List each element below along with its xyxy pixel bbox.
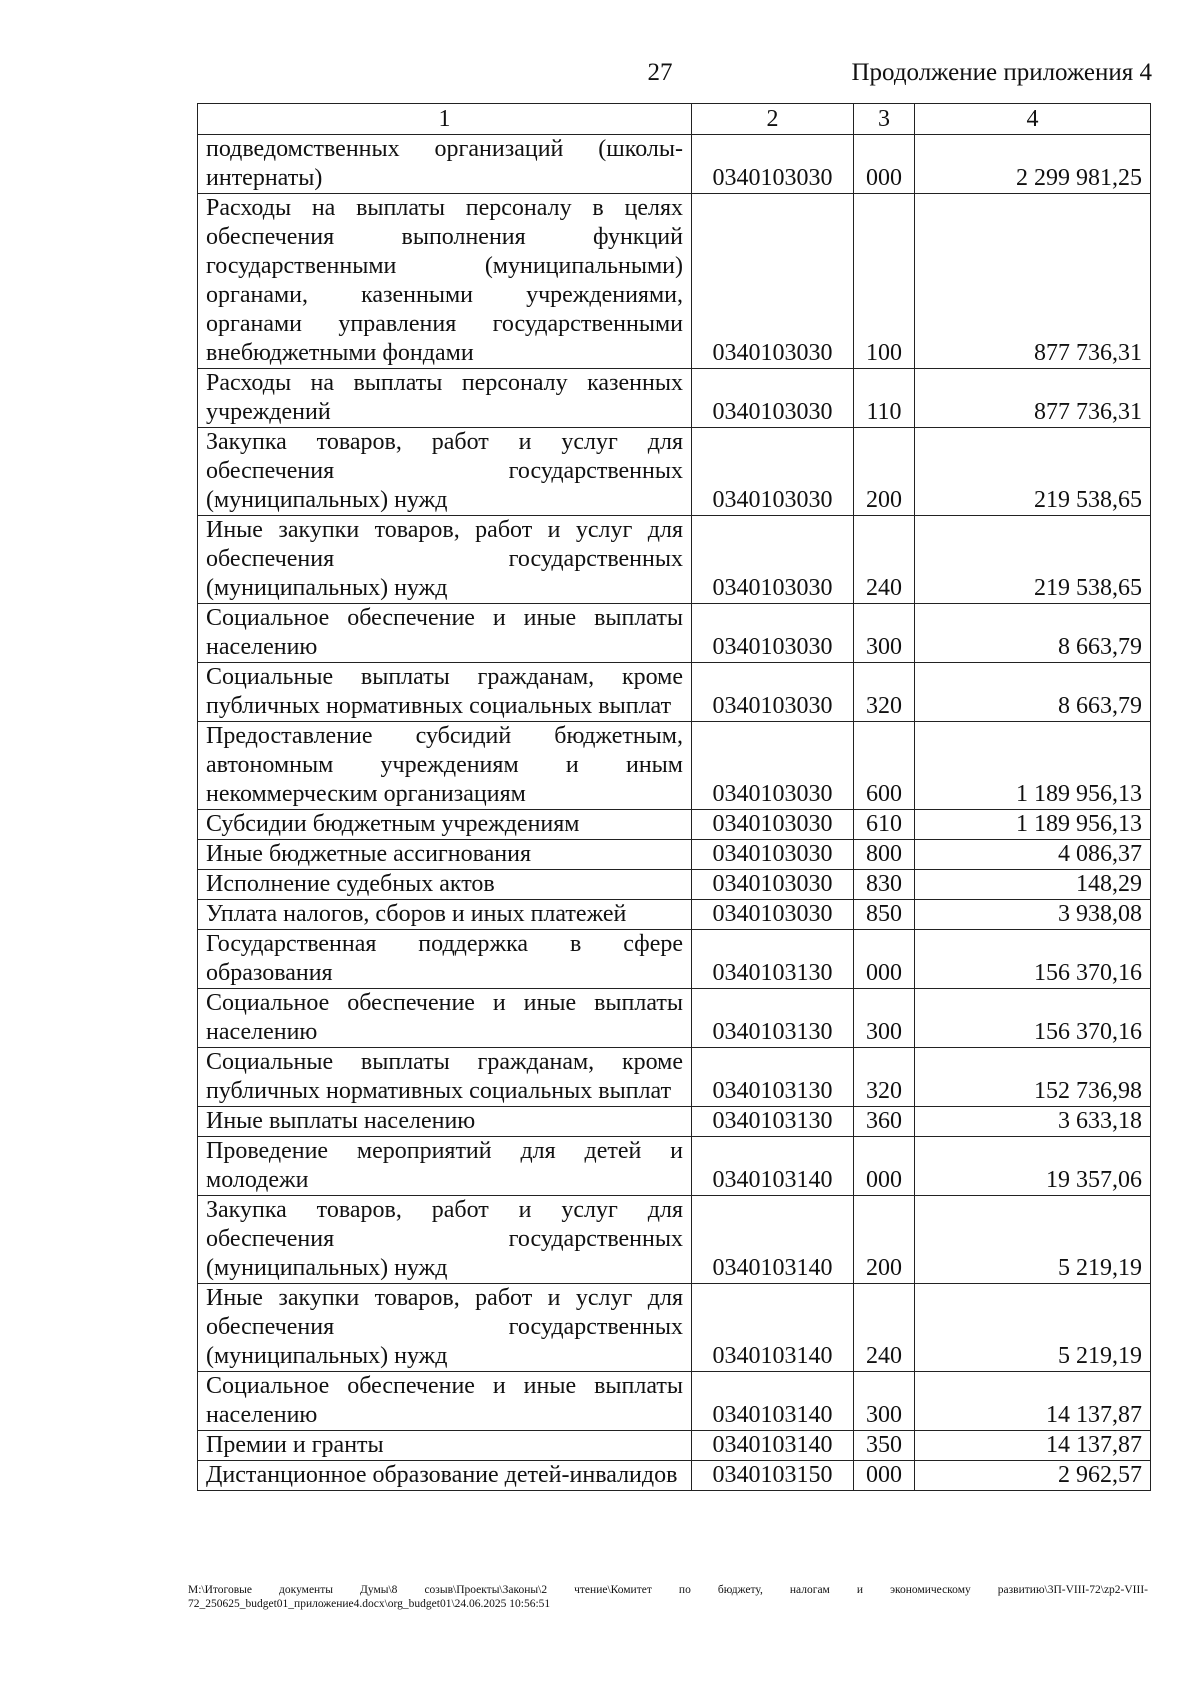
row-expense-type: 300 <box>854 604 915 663</box>
row-description: Социальные выплаты гражданам, кроме публичных нормативных социальных выплат <box>198 663 692 722</box>
row-expense-type: 850 <box>854 900 915 930</box>
row-description: Социальные выплаты гражданам, кроме публичных нормативных социальных выплат <box>198 1048 692 1107</box>
row-amount: 156 370,16 <box>915 989 1151 1048</box>
column-header-4: 4 <box>915 104 1151 135</box>
continuation-label: Продолжение приложения 4 <box>851 59 1152 86</box>
row-expense-type: 610 <box>854 810 915 840</box>
row-code: 0340103030 <box>692 135 854 194</box>
row-description: Социальное обеспечение и иные выплаты населению <box>198 604 692 663</box>
row-amount: 3 938,08 <box>915 900 1151 930</box>
row-expense-type: 110 <box>854 369 915 428</box>
row-description: подведомственных организаций (школы-интернаты) <box>198 135 692 194</box>
row-code: 0340103030 <box>692 810 854 840</box>
row-amount: 5 219,19 <box>915 1284 1151 1372</box>
row-code: 0340103030 <box>692 428 854 516</box>
row-description: Социальное обеспечение и иные выплаты населению <box>198 989 692 1048</box>
row-code: 0340103140 <box>692 1196 854 1284</box>
table-row <box>198 900 1151 930</box>
row-description: Иные выплаты населению <box>198 1107 692 1137</box>
row-code: 0340103140 <box>692 1137 854 1196</box>
page-number: 27 <box>647 59 673 86</box>
row-description: Уплата налогов, сборов и иных платежей <box>198 900 692 930</box>
row-code: 0340103030 <box>692 840 854 870</box>
row-code: 0340103150 <box>692 1461 854 1491</box>
row-amount: 19 357,06 <box>915 1137 1151 1196</box>
row-code: 0340103140 <box>692 1372 854 1431</box>
row-description: Премии и гранты <box>198 1431 692 1461</box>
row-code: 0340103030 <box>692 604 854 663</box>
row-expense-type: 300 <box>854 1372 915 1431</box>
table-row <box>198 1372 1151 1431</box>
table-row <box>198 1461 1151 1491</box>
table-row <box>198 810 1151 840</box>
table-row <box>198 194 1151 369</box>
row-expense-type: 000 <box>854 135 915 194</box>
row-description: Государственная поддержка в сфере образования <box>198 930 692 989</box>
table-row <box>198 1107 1151 1137</box>
row-expense-type: 320 <box>854 1048 915 1107</box>
row-description: Субсидии бюджетным учреждениям <box>198 810 692 840</box>
table-row <box>198 1284 1151 1372</box>
row-description: Иные закупки товаров, работ и услуг для обеспечения государственных (муниципальных) нужд <box>198 1284 692 1372</box>
row-amount: 4 086,37 <box>915 840 1151 870</box>
table-row <box>198 516 1151 604</box>
row-description: Иные бюджетные ассигнования <box>198 840 692 870</box>
row-amount: 1 189 956,13 <box>915 722 1151 810</box>
row-code: 0340103130 <box>692 1048 854 1107</box>
row-description: Расходы на выплаты персоналу в целях обеспечения выполнения функций государственными (муниципальными) органами, казенными учреждениями, органами управления государственными внебюджетными фондами <box>198 194 692 369</box>
table-header-row <box>198 104 1151 135</box>
table-row <box>198 1137 1151 1196</box>
row-code: 0340103130 <box>692 1107 854 1137</box>
footer-file-path: M:\Итоговые документы Думы\8 созыв\Проекты\Законы\2 чтение\Комитет по бюджету, налогам и экономическому развитию\3П-VIII-72\zp2-VIII-72_250625_budget01_приложение4.docx\org_budget01\24.06.2025 10:56:51 <box>188 1584 1148 1610</box>
table-row <box>198 840 1151 870</box>
row-code: 0340103030 <box>692 900 854 930</box>
row-code: 0340103030 <box>692 194 854 369</box>
row-amount: 2 962,57 <box>915 1461 1151 1491</box>
row-expense-type: 000 <box>854 930 915 989</box>
row-code: 0340103130 <box>692 989 854 1048</box>
row-expense-type: 830 <box>854 870 915 900</box>
row-expense-type: 360 <box>854 1107 915 1137</box>
row-expense-type: 350 <box>854 1431 915 1461</box>
row-amount: 148,29 <box>915 870 1151 900</box>
row-amount: 2 299 981,25 <box>915 135 1151 194</box>
row-amount: 8 663,79 <box>915 604 1151 663</box>
row-description: Предоставление субсидий бюджетным, автономным учреждениям и иным некоммерческим организациям <box>198 722 692 810</box>
row-expense-type: 240 <box>854 1284 915 1372</box>
row-expense-type: 300 <box>854 989 915 1048</box>
row-code: 0340103030 <box>692 722 854 810</box>
row-code: 0340103030 <box>692 369 854 428</box>
row-code: 0340103030 <box>692 516 854 604</box>
row-amount: 156 370,16 <box>915 930 1151 989</box>
row-amount: 8 663,79 <box>915 663 1151 722</box>
row-code: 0340103140 <box>692 1284 854 1372</box>
row-expense-type: 320 <box>854 663 915 722</box>
table-row <box>198 1196 1151 1284</box>
row-amount: 152 736,98 <box>915 1048 1151 1107</box>
budget-table <box>197 103 1151 1491</box>
row-description: Закупка товаров, работ и услуг для обеспечения государственных (муниципальных) нужд <box>198 1196 692 1284</box>
row-description: Закупка товаров, работ и услуг для обеспечения государственных (муниципальных) нужд <box>198 428 692 516</box>
row-amount: 219 538,65 <box>915 516 1151 604</box>
row-code: 0340103030 <box>692 663 854 722</box>
row-amount: 877 736,31 <box>915 194 1151 369</box>
table-row <box>198 663 1151 722</box>
table-row <box>198 369 1151 428</box>
row-amount: 1 189 956,13 <box>915 810 1151 840</box>
row-description: Исполнение судебных актов <box>198 870 692 900</box>
table-row <box>198 870 1151 900</box>
table-row <box>198 135 1151 194</box>
row-amount: 3 633,18 <box>915 1107 1151 1137</box>
table-row <box>198 989 1151 1048</box>
row-expense-type: 100 <box>854 194 915 369</box>
column-header-1: 1 <box>198 104 692 135</box>
row-amount: 14 137,87 <box>915 1431 1151 1461</box>
table-row <box>198 1431 1151 1461</box>
row-code: 0340103140 <box>692 1431 854 1461</box>
table-row <box>198 1048 1151 1107</box>
table-row <box>198 428 1151 516</box>
row-expense-type: 000 <box>854 1137 915 1196</box>
row-code: 0340103030 <box>692 870 854 900</box>
row-expense-type: 000 <box>854 1461 915 1491</box>
row-description: Проведение мероприятий для детей и молодежи <box>198 1137 692 1196</box>
row-expense-type: 240 <box>854 516 915 604</box>
column-header-3: 3 <box>854 104 915 135</box>
row-amount: 5 219,19 <box>915 1196 1151 1284</box>
table-row <box>198 930 1151 989</box>
row-description: Социальное обеспечение и иные выплаты населению <box>198 1372 692 1431</box>
column-header-2: 2 <box>692 104 854 135</box>
table-row <box>198 604 1151 663</box>
row-expense-type: 200 <box>854 1196 915 1284</box>
row-description: Дистанционное образование детей-инвалидов <box>198 1461 692 1491</box>
row-expense-type: 200 <box>854 428 915 516</box>
row-expense-type: 600 <box>854 722 915 810</box>
row-amount: 877 736,31 <box>915 369 1151 428</box>
row-code: 0340103130 <box>692 930 854 989</box>
table-row <box>198 722 1151 810</box>
row-amount: 14 137,87 <box>915 1372 1151 1431</box>
row-expense-type: 800 <box>854 840 915 870</box>
row-description: Расходы на выплаты персоналу казенных учреждений <box>198 369 692 428</box>
row-description: Иные закупки товаров, работ и услуг для обеспечения государственных (муниципальных) нужд <box>198 516 692 604</box>
row-amount: 219 538,65 <box>915 428 1151 516</box>
